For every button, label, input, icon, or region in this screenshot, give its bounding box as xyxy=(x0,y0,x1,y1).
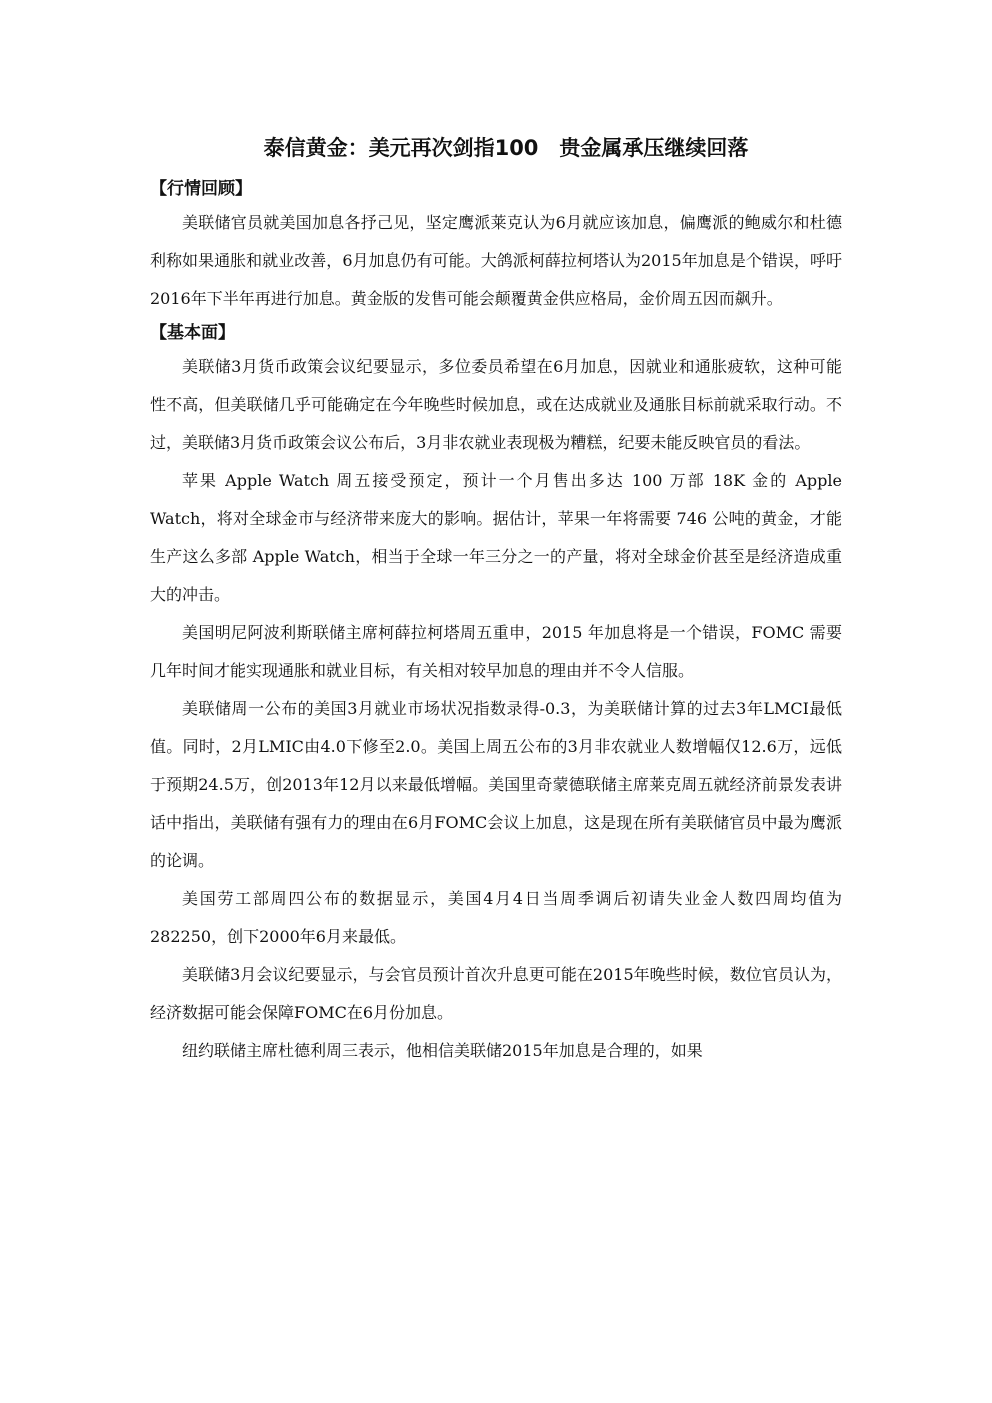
paragraph: 美联储周一公布的美国3月就业市场状况指数录得-0.3，为美联储计算的过去3年LMCI最低值。同时，2月LMIC由4.0下修至2.0。美国上周五公布的3月非农就业人数增幅仅12.6万，远低于预期24.5万，创2013年12月以来最低增幅。美国里奇蒙德联储主席莱克周五就经济前景发表讲话中指出，美联储有强有力的理由在6月FOMC会议上加息，这是现在所有美联储官员中最为鹰派的论调。 xyxy=(150,699,842,870)
paragraph: 美联储3月会议纪要显示，与会官员预计首次升息更可能在2015年晚些时候，数位官员认为，经济数据可能会保障FOMC在6月份加息。 xyxy=(150,965,842,1022)
paragraph: 纽约联储主席杜德利周三表示，他相信美联储2015年加息是合理的，如果 xyxy=(182,1041,703,1060)
paragraph: 美国明尼阿波利斯联储主席柯薛拉柯塔周五重申，2015 年加息将是一个错误，FOMC 需要几年时间才能实现通胀和就业目标，有关相对较早加息的理由并不令人信服。 xyxy=(150,623,842,680)
section-heading-market-review: 【行情回顾】 xyxy=(150,179,252,199)
document-body xyxy=(150,128,842,1070)
paragraph: 苹果 Apple Watch 周五接受预定，预计一个月售出多达 100 万部 18K 金的 Apple Watch，将对全球金市与经济带来庞大的影响。据估计，苹果一年将需要 746 公吨的黄金，才能生产这么多部 Apple Watch，相当于全球一年三分之一的产量，将对全球金价甚至是经济造成重大的冲击。 xyxy=(150,471,842,604)
document-title: 泰信黄金：美元再次剑指100 贵金属承压继续回落 xyxy=(263,136,749,160)
paragraph: 美联储官员就美国加息各抒己见，坚定鹰派莱克认为6月就应该加息，偏鹰派的鲍威尔和杜德利称如果通胀和就业改善，6月加息仍有可能。大鸽派柯薛拉柯塔认为2015年加息是个错误，呼吁2016年下半年再进行加息。黄金版的发售可能会颠覆黄金供应格局，金价周五因而飙升。 xyxy=(150,213,842,308)
paragraph: 美国劳工部周四公布的数据显示，美国4月4日当周季调后初请失业金人数四周均值为282250，创下2000年6月来最低。 xyxy=(150,889,842,946)
paragraph: 美联储3月货币政策会议纪要显示，多位委员希望在6月加息，因就业和通胀疲软，这种可能性不高，但美联储几乎可能确定在今年晚些时候加息，或在达成就业及通胀目标前就采取行动。不过，美联储3月货币政策会议公布后，3月非农就业表现极为糟糕，纪要未能反映官员的看法。 xyxy=(150,357,842,452)
section-heading-fundamentals: 【基本面】 xyxy=(150,323,235,343)
